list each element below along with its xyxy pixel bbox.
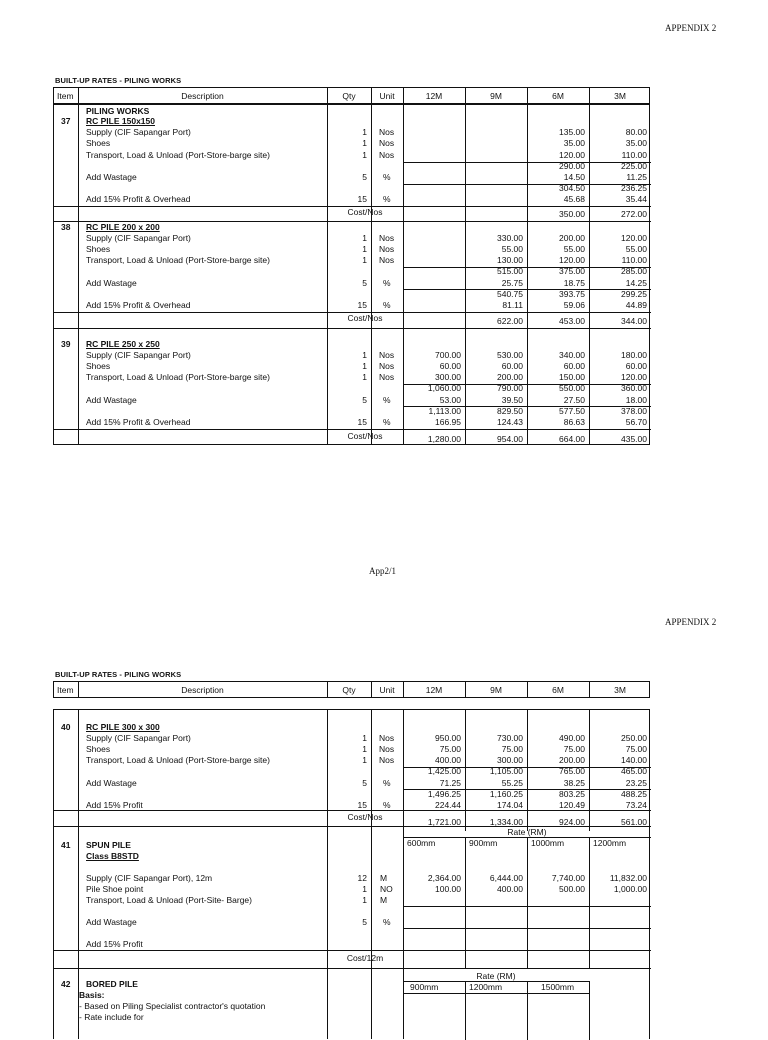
item-39-name: RC PILE 250 x 250 — [86, 339, 160, 349]
value-6m: 86.63 — [563, 417, 585, 427]
value-6m: 150.00 — [559, 372, 585, 382]
item-41-transport: Transport, Load & Unload (Port-Site- Barge) — [86, 895, 252, 905]
item-39-cost-label: Cost/Nos — [347, 431, 383, 441]
value-6m-total: 350.00 — [559, 209, 585, 219]
unit: M — [380, 873, 388, 883]
unit: Nos — [379, 361, 395, 371]
unit: Nos — [379, 372, 395, 382]
value-3m: 73.24 — [625, 800, 647, 810]
value-9m: 75.00 — [501, 744, 523, 754]
value-3m: 35.44 — [625, 194, 647, 204]
value-3m: 360.00 — [621, 383, 647, 393]
qty: 1 — [362, 361, 367, 371]
value-6m: 200.00 — [559, 755, 585, 765]
value-6m: 765.00 — [559, 766, 585, 776]
value-3m: 488.25 — [621, 789, 647, 799]
value-6m: 35.00 — [563, 138, 585, 148]
value-6m: 340.00 — [559, 350, 585, 360]
unit: % — [383, 278, 391, 288]
value-6m: 200.00 — [559, 233, 585, 243]
value-6m: 120.49 — [559, 800, 585, 810]
value-12m: 224.44 — [435, 800, 461, 810]
header-6m: 6M — [552, 91, 564, 101]
qty: 5 — [362, 278, 367, 288]
item-37-section: PILING WORKS — [86, 106, 150, 116]
value-12m: 1,060.00 — [427, 383, 461, 393]
header-12m: 12M — [425, 91, 443, 101]
qty: 5 — [362, 172, 367, 182]
value-9m: 730.00 — [497, 733, 523, 743]
value-6m: 55.00 — [563, 244, 585, 254]
qty: 1 — [362, 744, 367, 754]
appendix-label: APPENDIX 2 — [665, 23, 717, 33]
unit: Nos — [379, 744, 395, 754]
header-unit: Unit — [379, 685, 395, 695]
value-9m: 81.11 — [502, 300, 523, 310]
qty: 1 — [362, 127, 367, 137]
item-38-name: RC PILE 200 x 200 — [86, 222, 160, 232]
value-6m: 577.50 — [559, 406, 585, 416]
value-900mm: 6,444.00 — [489, 873, 523, 883]
value-6m: 490.00 — [559, 733, 585, 743]
item-40-shoes: Shoes — [86, 744, 111, 754]
value-9m: 1,105.00 — [489, 766, 523, 776]
value-3m: 23.25 — [625, 778, 647, 788]
item-38-cost-label: Cost/Nos — [347, 313, 383, 323]
item-42-line-2: - Rate include for — [79, 1012, 144, 1022]
value-6m: 803.25 — [559, 789, 585, 799]
unit: Nos — [379, 244, 395, 254]
value-3m: 60.00 — [625, 361, 647, 371]
item-41-wastage: Add Wastage — [86, 917, 137, 927]
table-header — [53, 681, 650, 698]
value-1000mm: 7,740.00 — [551, 873, 585, 883]
value-9m: 55.25 — [501, 778, 523, 788]
item-37-number: 37 — [61, 116, 71, 126]
value-6m-total: 924.00 — [559, 817, 585, 827]
item-38-profit: Add 15% Profit & Overhead — [86, 300, 191, 310]
value-3m-total: 344.00 — [621, 316, 647, 326]
value-900mm: 400.00 — [497, 884, 523, 894]
value-3m: 120.00 — [621, 372, 647, 382]
value-1000mm: 500.00 — [559, 884, 585, 894]
item-40-profit: Add 15% Profit — [86, 800, 143, 810]
qty: 15 — [357, 194, 367, 204]
rates-table — [53, 104, 650, 445]
item-37-name: RC PILE 150x150 — [86, 116, 155, 126]
value-3m: 56.70 — [625, 417, 647, 427]
qty: 12 — [357, 873, 367, 883]
item-39-number: 39 — [61, 339, 71, 349]
value-6m: 304.50 — [559, 183, 585, 193]
value-6m: 60.00 — [563, 361, 585, 371]
item-42-name: BORED PILE — [86, 979, 138, 989]
value-6m: 45.68 — [563, 194, 585, 204]
value-3m: 110.00 — [621, 255, 647, 265]
value-3m: 140.00 — [621, 755, 647, 765]
item-38-supply: Supply (CIF Sapangar Port) — [86, 233, 191, 243]
bored-pile-rate-label: Rate (RM) — [476, 971, 516, 981]
value-6m: 14.50 — [563, 172, 585, 182]
size-header: 1000mm — [531, 838, 565, 848]
item-41-supply: Supply (CIF Sapangar Port), 12m — [86, 873, 213, 883]
value-9m: 39.50 — [501, 395, 523, 405]
value-3m: 80.00 — [625, 127, 647, 137]
size-header: 1200mm — [469, 982, 503, 992]
value-9m: 55.00 — [501, 244, 523, 254]
item-37-wastage: Add Wastage — [86, 172, 137, 182]
item-39-wastage: Add Wastage — [86, 395, 137, 405]
item-42-number: 42 — [61, 979, 71, 989]
value-3m: 35.00 — [625, 138, 647, 148]
size-header: 1500mm — [541, 982, 575, 992]
value-6m: 27.50 — [563, 395, 585, 405]
value-3m: 250.00 — [621, 733, 647, 743]
item-37-transport: Transport, Load & Unload (Port-Store-barge site) — [86, 150, 270, 160]
unit: % — [383, 778, 391, 788]
header-item: Item — [57, 91, 74, 101]
value-3m: 14.25 — [625, 278, 647, 288]
item-41-profit: Add 15% Profit — [86, 939, 143, 949]
value-12m: 60.00 — [439, 361, 461, 371]
item-38-shoes: Shoes — [86, 244, 111, 254]
item-38-transport: Transport, Load & Unload (Port-Store-barge site) — [86, 255, 270, 265]
value-3m: 225.00 — [621, 161, 647, 171]
value-3m: 120.00 — [621, 233, 647, 243]
qty: 1 — [362, 372, 367, 382]
qty: 15 — [357, 417, 367, 427]
value-9m: 130.00 — [497, 255, 523, 265]
value-9m: 25.75 — [501, 278, 523, 288]
item-37-shoes: Shoes — [86, 138, 111, 148]
size-header: 600mm — [407, 838, 436, 848]
item-40-supply: Supply (CIF Sapangar Port) — [86, 733, 191, 743]
header-12m: 12M — [425, 685, 443, 695]
qty: 1 — [362, 895, 367, 905]
qty: 1 — [362, 350, 367, 360]
header-item: Item — [57, 685, 74, 695]
header-qty: Qty — [342, 685, 356, 695]
value-9m: 300.00 — [497, 755, 523, 765]
item-39-shoes: Shoes — [86, 361, 111, 371]
size-header: 900mm — [410, 982, 439, 992]
qty: 1 — [362, 733, 367, 743]
item-40-cost-label: Cost/Nos — [347, 812, 383, 822]
value-6m: 75.00 — [563, 744, 585, 754]
value-3m: 180.00 — [621, 350, 647, 360]
item-39-transport: Transport, Load & Unload (Port-Store-barge site) — [86, 372, 270, 382]
value-12m: 166.95 — [435, 417, 461, 427]
item-37-cost-label: Cost/Nos — [347, 207, 383, 217]
value-6m-total: 664.00 — [559, 434, 585, 444]
unit: % — [383, 417, 391, 427]
value-9m: 540.75 — [497, 289, 523, 299]
header-3m: 3M — [614, 91, 626, 101]
value-6m: 120.00 — [559, 150, 585, 160]
item-40-number: 40 — [61, 722, 71, 732]
item-38-number: 38 — [61, 222, 71, 232]
header-3m: 3M — [614, 685, 626, 695]
item-41-name: SPUN PILE — [86, 840, 131, 850]
table-title: BUILT-UP RATES - PILING WORKS — [55, 76, 182, 85]
item-37-profit: Add 15% Profit & Overhead — [86, 194, 191, 204]
header-6m: 6M — [552, 685, 564, 695]
value-3m: 75.00 — [625, 744, 647, 754]
value-6m: 375.00 — [559, 266, 585, 276]
value-3m: 18.00 — [625, 395, 647, 405]
unit: Nos — [379, 255, 395, 265]
item-41-cost-label: Cost/12m — [346, 953, 384, 963]
value-12m: 71.25 — [439, 778, 461, 788]
value-3m: 299.25 — [621, 289, 647, 299]
item-40-wastage: Add Wastage — [86, 778, 137, 788]
item-41-shoe: Pile Shoe point — [86, 884, 144, 894]
value-9m-total: 954.00 — [497, 434, 523, 444]
rates-table — [53, 709, 650, 1039]
unit: Nos — [379, 150, 395, 160]
unit: % — [383, 300, 391, 310]
item-39-supply: Supply (CIF Sapangar Port) — [86, 350, 191, 360]
item-42-line-1: - Based on Piling Specialist contractor's quotation — [79, 1001, 266, 1011]
qty: 1 — [362, 150, 367, 160]
value-9m: 330.00 — [497, 233, 523, 243]
value-12m: 1,425.00 — [427, 766, 461, 776]
item-41-number: 41 — [61, 840, 71, 850]
value-3m-total: 435.00 — [621, 434, 647, 444]
unit: Nos — [379, 127, 395, 137]
table-title: BUILT-UP RATES - PILING WORKS — [55, 670, 182, 679]
value-600mm: 2,364.00 — [427, 873, 461, 883]
value-9m: 60.00 — [501, 361, 523, 371]
qty: 1 — [362, 755, 367, 765]
appendix-label: APPENDIX 2 — [665, 617, 717, 627]
qty: 1 — [362, 233, 367, 243]
value-9m: 829.50 — [497, 406, 523, 416]
value-12m: 400.00 — [435, 755, 461, 765]
unit: Nos — [379, 233, 395, 243]
value-9m-total: 622.00 — [497, 316, 523, 326]
value-3m-total: 272.00 — [621, 209, 647, 219]
page-number: App2/1 — [369, 566, 396, 576]
value-3m-total: 561.00 — [621, 817, 647, 827]
size-header: 900mm — [469, 838, 498, 848]
value-6m: 120.00 — [559, 255, 585, 265]
value-6m: 59.06 — [563, 300, 585, 310]
value-6m: 38.25 — [563, 778, 585, 788]
header-9m: 9M — [490, 91, 502, 101]
qty: 1 — [362, 244, 367, 254]
qty: 1 — [362, 884, 367, 894]
qty: 5 — [362, 395, 367, 405]
item-41-class: Class B8STD — [86, 851, 139, 861]
qty: 5 — [362, 917, 367, 927]
value-3m: 44.89 — [625, 300, 647, 310]
value-9m: 515.00 — [497, 266, 523, 276]
item-38-wastage: Add Wastage — [86, 278, 137, 288]
value-3m: 285.00 — [621, 266, 647, 276]
qty: 15 — [357, 800, 367, 810]
unit: % — [383, 395, 391, 405]
value-6m: 393.75 — [559, 289, 585, 299]
unit: NO — [380, 884, 393, 894]
value-12m: 300.00 — [435, 372, 461, 382]
header-description: Description — [181, 91, 224, 101]
value-6m-total: 453.00 — [559, 316, 585, 326]
value-600mm: 100.00 — [435, 884, 461, 894]
value-9m-total: 1,334.00 — [489, 817, 523, 827]
value-12m: 75.00 — [439, 744, 461, 754]
value-6m: 135.00 — [559, 127, 585, 137]
size-header: 1200mm — [593, 838, 627, 848]
header-description: Description — [181, 685, 224, 695]
value-3m: 55.00 — [625, 244, 647, 254]
unit: % — [383, 194, 391, 204]
item-39-profit: Add 15% Profit & Overhead — [86, 417, 191, 427]
value-12m: 1,113.00 — [428, 406, 461, 416]
header-9m: 9M — [490, 685, 502, 695]
header-unit: Unit — [379, 91, 395, 101]
unit: % — [383, 172, 391, 182]
value-12m: 1,496.25 — [427, 789, 461, 799]
unit: % — [383, 917, 391, 927]
qty: 15 — [357, 300, 367, 310]
value-6m: 550.00 — [559, 383, 585, 393]
item-40-name: RC PILE 300 x 300 — [86, 722, 160, 732]
value-12m: 950.00 — [435, 733, 461, 743]
unit: Nos — [379, 350, 395, 360]
unit: M — [380, 895, 388, 905]
value-9m: 790.00 — [497, 383, 523, 393]
qty: 1 — [362, 255, 367, 265]
qty: 1 — [362, 138, 367, 148]
value-9m: 1,160.25 — [489, 789, 523, 799]
value-1200mm: 11,832.00 — [609, 873, 647, 883]
value-6m: 18.75 — [563, 278, 585, 288]
value-12m: 700.00 — [435, 350, 461, 360]
item-37-supply: Supply (CIF Sapangar Port) — [86, 127, 191, 137]
unit: Nos — [379, 138, 395, 148]
value-9m: 530.00 — [497, 350, 523, 360]
unit: Nos — [379, 733, 395, 743]
item-40-transport: Transport, Load & Unload (Port-Store-barge site) — [86, 755, 270, 765]
value-6m: 290.00 — [559, 161, 585, 171]
unit: % — [383, 800, 391, 810]
unit: Nos — [379, 755, 395, 765]
header-qty: Qty — [342, 91, 356, 101]
value-9m: 174.04 — [497, 800, 523, 810]
item-42-basis: Basis: — [79, 990, 105, 1000]
value-12m-total: 1,721.00 — [427, 817, 461, 827]
value-3m: 465.00 — [621, 766, 647, 776]
table-header — [53, 87, 650, 104]
value-3m: 11.25 — [626, 172, 647, 182]
value-1200mm: 1,000.00 — [613, 884, 647, 894]
value-9m: 200.00 — [497, 372, 523, 382]
value-12m: 53.00 — [439, 395, 461, 405]
spun-pile-rate-label: Rate (RM) — [507, 827, 547, 837]
qty: 5 — [362, 778, 367, 788]
value-3m: 378.00 — [621, 406, 647, 416]
value-3m: 236.25 — [621, 183, 647, 193]
value-12m-total: 1,280.00 — [427, 434, 461, 444]
value-3m: 110.00 — [621, 150, 647, 160]
value-9m: 124.43 — [497, 417, 523, 427]
